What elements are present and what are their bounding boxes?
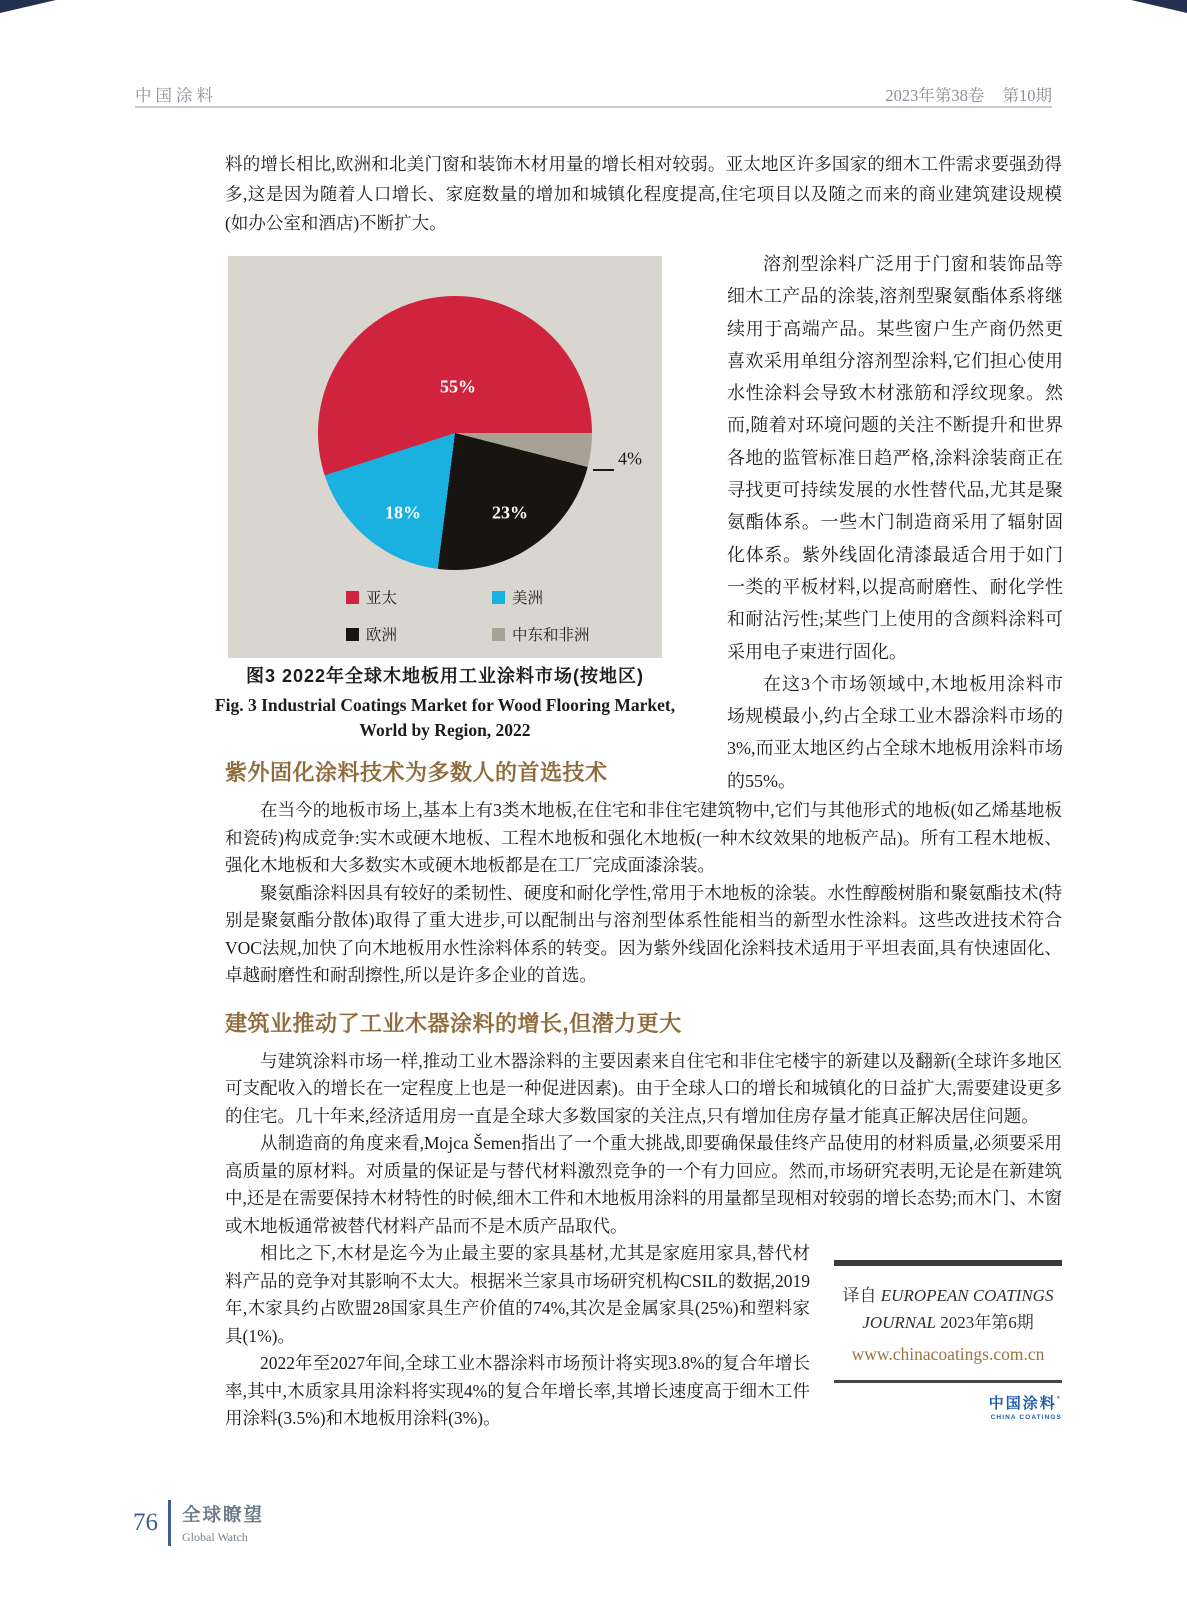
slice-label-europe: 23% <box>492 502 528 523</box>
source-box-divider <box>834 1380 1062 1383</box>
legend-label: 美洲 <box>512 590 544 607</box>
header-divider <box>135 106 1052 108</box>
logo-cn-text: 中国涂料° <box>988 1395 1062 1412</box>
page-footer <box>133 1500 264 1546</box>
scan-corner-right <box>1131 0 1187 13</box>
body-paragraph: 2022年至2027年间,全球工业木器涂料市场预计将实现3.8%的复合年增长率,其中,木质家具用涂料将实现4%的复合年增长率,其增长速度高于细木工件用涂料(3.5%)和木地板用涂料(3%)。 <box>225 1353 810 1428</box>
body-paragraph: 相比之下,木材是迄今为止最主要的家具基材,尤其是家庭用家具,替代材料产品的竞争对其影响不太大。根据米兰家具市场研究机构CSIL的数据,2019年,木家具约占欧盟28国家具生产价值的74%,其次是金属家具(25%)和塑料家具(1%)。 <box>225 1243 810 1346</box>
issue-number-label: 第10期 <box>1002 86 1052 105</box>
article-body <box>225 756 1062 1433</box>
body-paragraph: 在当今的地板市场上,基本上有3类木地板,在住宅和非住宅建筑物中,它们与其他形式的地板(如乙烯基地板和瓷砖)构成竞争:实木或硬木地板、工程木地板和强化木地板(一种木纹效果的地板产品)。所有工程木地板、强化木地板和大多数实木或硬木地板都是在工厂完成面漆涂装。 <box>225 800 1062 875</box>
footer-section <box>182 1501 264 1545</box>
page-number: 76 <box>133 1509 158 1536</box>
scan-corner-left <box>0 0 56 13</box>
section-heading-construction: 建筑业推动了工业木器涂料的增长,但潜力更大 <box>225 1010 682 1036</box>
issue-info <box>871 82 1052 106</box>
right-text-column <box>727 248 1063 797</box>
right-column-paragraph: 在这3个市场领域中,木地板用涂料市场规模最小,约占全球工业木器涂料市场的3%,而亚太地区约占全球木地板用涂料市场的55%。 <box>727 673 1063 791</box>
page-header <box>135 82 1052 106</box>
right-column-paragraph: 溶剂型涂料广泛用于门窗和装饰品等细木工产品的涂装,溶剂型聚氨酯体系将继续用于高端产品。某些窗户生产商仍然更喜欢采用单组分溶剂型涂料,它们担心使用水性涂料会导致木材涨筋和浮纹现象。然而,随着对环境问题的关注不断提升和世界各地的监管标准日趋严格,涂料涂装商正在寻找更可持续发展的水性替代品,尤其是聚氨酯体系。一些木门制造商采用了辐射固化体系。紫外线固化清漆最适合用于如门一类的平板材料,以提高耐磨性、耐化学性和耐沾污性;某些门上使用的含颜料涂料可采用电子束进行固化。 <box>727 254 1063 662</box>
slice-label-americas: 18% <box>385 502 421 523</box>
journal-brand: 中国涂料 <box>135 86 217 105</box>
footer-section-en: Global Watch <box>182 1530 248 1544</box>
pie-chart <box>228 256 662 658</box>
legend-label: 欧洲 <box>366 627 398 644</box>
logo-en-text: CHINA COATINGS <box>990 1414 1062 1421</box>
slice-label-mea: 4% <box>618 448 642 469</box>
source-issue: 2023年第6期 <box>940 1313 1034 1332</box>
slice-label-asia-pacific: 55% <box>440 376 476 397</box>
website-link[interactable]: www.chinacoatings.com.cn <box>851 1344 1045 1364</box>
legend-swatch-europe <box>346 628 359 641</box>
body-paragraph: 与建筑涂料市场一样,推动工业木器涂料的主要因素来自住宅和非住宅楼宇的新建以及翻新(全球许多地区可支配收入的增长在一定程度上也是一种促进因素)。由于全球人口的增长和城镇化的日益扩大,需要建设更多的住宅。几十年来,经济适用房一直是全球大多数国家的关注点,只有增加住房存量才能真正解决居住问题。 <box>225 1050 1062 1126</box>
callout-line <box>593 469 614 471</box>
figure-caption-en-line1: Fig. 3 Industrial Coatings Market for Wood Flooring Market, <box>214 695 676 715</box>
legend-item-mea <box>492 623 590 645</box>
legend-swatch-americas <box>492 591 505 604</box>
intro-paragraph: 料的增长相比,欧洲和北美门窗和装饰木材用量的增长相对较弱。亚太地区许多国家的细木工件需求要强劲得多,这是因为随着人口增长、家庭数量的增加和城镇化程度提高,住宅项目以及随之而来的商业建筑建设规模(如办公室和酒店)不断扩大。 <box>225 154 1062 233</box>
source-journal-name: EUROPEAN COATINGS JOURNAL <box>862 1286 1054 1332</box>
legend-label: 亚太 <box>366 590 398 607</box>
logo-trademark: ° <box>1056 1395 1062 1404</box>
chart-legend <box>346 586 590 645</box>
footer-divider-bar <box>168 1500 171 1546</box>
source-attribution-box <box>834 1260 1062 1421</box>
source-prefix: 译自 <box>842 1286 877 1305</box>
figure-caption <box>214 662 676 743</box>
footer-section-cn: 全球瞭望 <box>182 1504 265 1525</box>
pie-graphic <box>318 296 592 570</box>
legend-item-americas <box>492 586 590 608</box>
legend-swatch-asia-pacific <box>346 591 359 604</box>
wrap-zone <box>225 1240 1062 1433</box>
section-heading-uv-curing: 紫外固化涂料技术为多数人的首选技术 <box>225 760 608 785</box>
legend-label: 中东和非洲 <box>512 627 590 644</box>
legend-item-europe <box>346 623 492 645</box>
body-paragraph: 聚氨酯涂料因具有较好的柔韧性、硬度和耐化学性,常用于木地板的涂装。水性醇酸树脂和聚氨酯技术(特别是聚氨酯分散体)取得了重大进步,可以配制出与溶剂型体系性能相当的新型水性涂料。这些改进技术符合VOC法规,加快了向木地板用水性涂料体系的转变。因为紫外线固化涂料技术适用于平坦表面,具有快速固化、卓越耐磨性和耐刮擦性,所以是许多企业的首选。 <box>225 882 1062 985</box>
figure-caption-en-line2: World by Region, 2022 <box>359 720 531 740</box>
source-text <box>834 1266 1062 1380</box>
china-coatings-logo <box>834 1392 1062 1421</box>
legend-swatch-mea <box>492 628 505 641</box>
volume-label: 2023年第38卷 <box>885 86 985 105</box>
legend-item-asia-pacific <box>346 586 492 608</box>
body-paragraph: 从制造商的角度来看,Mojca Šemen指出了一个重大挑战,即要确保最佳终产品使用的材料质量,必须要采用高质量的原材料。对质量的保证是与替代材料激烈竞争的一个有力回应。然而,市场研究表明,无论是在新建筑中,还是在需要保持木材特性的时候,细木工件和木地板用涂料的用量都呈现相对较弱的增长态势;而木门、木窗或木地板通常被替代材料产品而不是木质产品取代。 <box>225 1133 1062 1236</box>
figure-caption-cn: 图3 2022年全球木地板用工业涂料市场(按地区) <box>245 666 645 686</box>
